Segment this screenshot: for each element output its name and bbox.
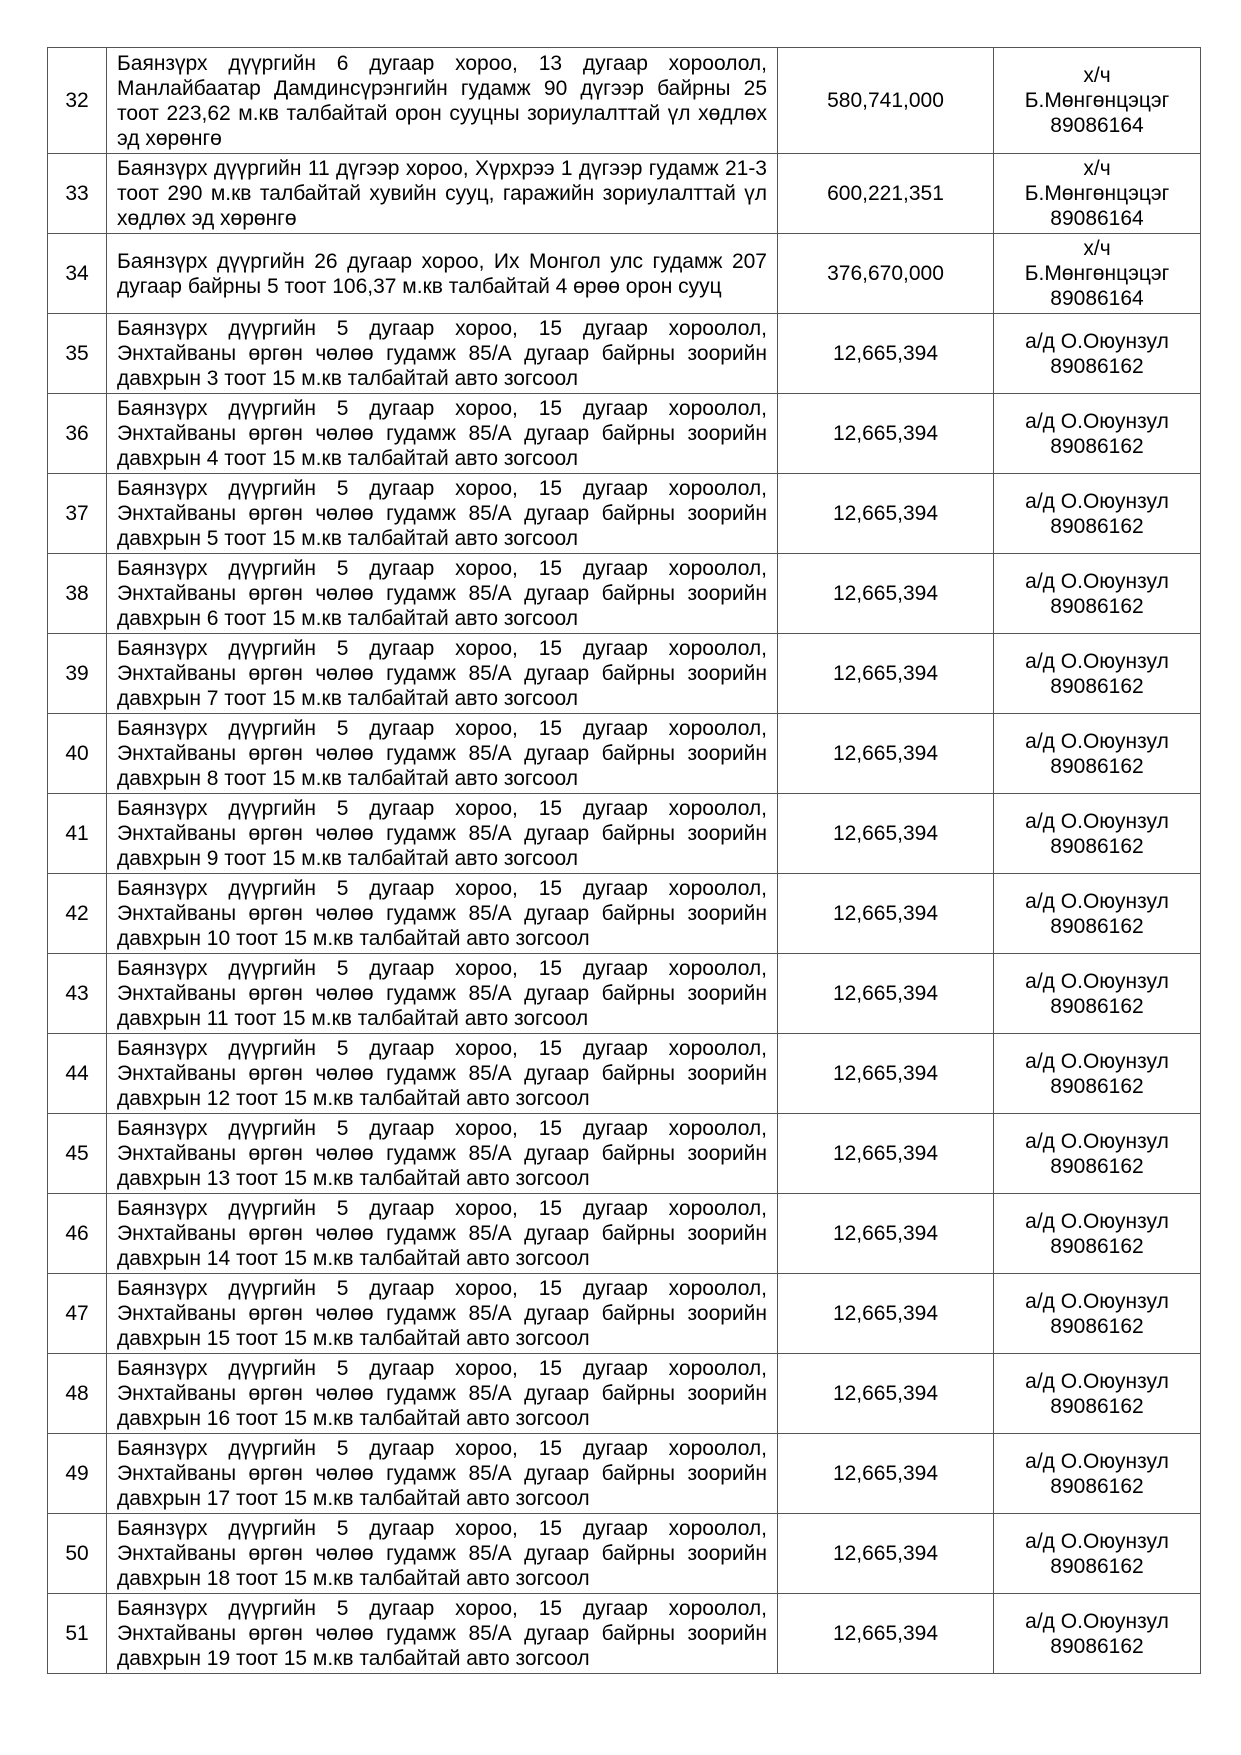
- contact-role: а/д: [1025, 569, 1055, 593]
- row-number: 42: [48, 874, 107, 954]
- property-description: Баянзүрх дүүргийн 5 дугаар хороо, 15 дугаар хороолол, Энхтайваны өргөн чөлөө гудамж 85/А дугаар байрны зоорийн давхрын 8 тоот 15 м.кв талбайтай авто зогсоол: [107, 714, 778, 794]
- property-description: Баянзүрх дүүргийн 5 дугаар хороо, 15 дугаар хороолол, Энхтайваны өргөн чөлөө гудамж 85/А дугаар байрны зоорийн давхрын 18 тоот 15 м.кв талбайтай авто зогсоол: [107, 1514, 778, 1594]
- row-number: 48: [48, 1354, 107, 1434]
- property-price: 12,665,394: [778, 554, 994, 634]
- contact-role: а/д: [1025, 329, 1055, 353]
- contact-name: О.Оюунзул: [1060, 489, 1169, 513]
- table-row: [48, 314, 1201, 394]
- table-row: [48, 634, 1201, 714]
- property-price: 376,670,000: [778, 234, 994, 314]
- property-price: 12,665,394: [778, 1194, 994, 1274]
- table-row: [48, 794, 1201, 874]
- contact-phone: 89086162: [1050, 434, 1144, 458]
- property-description: Баянзүрх дүүргийн 5 дугаар хороо, 15 дугаар хороолол, Энхтайваны өргөн чөлөө гудамж 85/А дугаар байрны зоорийн давхрын 16 тоот 15 м.кв талбайтай авто зогсоол: [107, 1354, 778, 1434]
- contact-name: О.Оюунзул: [1060, 729, 1169, 753]
- property-description: Баянзүрх дүүргийн 5 дугаар хороо, 15 дугаар хороолол, Энхтайваны өргөн чөлөө гудамж 85/А дугаар байрны зоорийн давхрын 17 тоот 15 м.кв талбайтай авто зогсоол: [107, 1434, 778, 1514]
- contact-name: О.Оюунзул: [1060, 809, 1169, 833]
- contact-person: [994, 1449, 1200, 1474]
- contact-cell: [994, 1114, 1201, 1194]
- property-price: 12,665,394: [778, 394, 994, 474]
- table-row: [48, 874, 1201, 954]
- property-price: 12,665,394: [778, 1274, 994, 1354]
- property-price: 12,665,394: [778, 474, 994, 554]
- row-number: 32: [48, 48, 107, 154]
- contact-cell: [994, 234, 1201, 314]
- table-row: [48, 554, 1201, 634]
- table-row: [48, 234, 1201, 314]
- contact-role: а/д: [1025, 1369, 1055, 1393]
- contact-phone: 89086162: [1050, 1394, 1144, 1418]
- property-description: Баянзүрх дүүргийн 5 дугаар хороо, 15 дугаар хороолол, Энхтайваны өргөн чөлөө гудамж 85/А дугаар байрны зоорийн давхрын 12 тоот 15 м.кв талбайтай авто зогсоол: [107, 1034, 778, 1114]
- property-description: Баянзүрх дүүргийн 5 дугаар хороо, 15 дугаар хороолол, Энхтайваны өргөн чөлөө гудамж 85/А дугаар байрны зоорийн давхрын 6 тоот 15 м.кв талбайтай авто зогсоол: [107, 554, 778, 634]
- table-row: [48, 1594, 1201, 1674]
- contact-role: а/д: [1025, 409, 1055, 433]
- contact-name: О.Оюунзул: [1060, 1529, 1169, 1553]
- row-number: 46: [48, 1194, 107, 1274]
- contact-cell: [994, 634, 1201, 714]
- table-row: [48, 394, 1201, 474]
- property-description: Баянзүрх дүүргийн 5 дугаар хороо, 15 дугаар хороолол, Энхтайваны өргөн чөлөө гудамж 85/А дугаар байрны зоорийн давхрын 15 тоот 15 м.кв талбайтай авто зогсоол: [107, 1274, 778, 1354]
- property-price: 580,741,000: [778, 48, 994, 154]
- contact-phone: 89086164: [1050, 114, 1144, 137]
- contact-phone: 89086162: [1050, 1074, 1144, 1098]
- row-number: 50: [48, 1514, 107, 1594]
- contact-role: а/д: [1025, 1529, 1055, 1553]
- property-description: Баянзүрх дүүргийн 5 дугаар хороо, 15 дугаар хороолол, Энхтайваны өргөн чөлөө гудамж 85/А дугаар байрны зоорийн давхрын 5 тоот 15 м.кв талбайтай авто зогсоол: [107, 474, 778, 554]
- property-description: Баянзүрх дүүргийн 5 дугаар хороо, 15 дугаар хороолол, Энхтайваны өргөн чөлөө гудамж 85/А дугаар байрны зоорийн давхрын 14 тоот 15 м.кв талбайтай авто зогсоол: [107, 1194, 778, 1274]
- table-row: [48, 48, 1201, 154]
- contact-role: а/д: [1025, 1449, 1055, 1473]
- contact-name: О.Оюунзул: [1060, 1049, 1169, 1073]
- contact-role: а/д: [1025, 649, 1055, 673]
- property-price: 12,665,394: [778, 954, 994, 1034]
- contact-role: а/д: [1025, 1289, 1055, 1313]
- contact-phone: 89086162: [1050, 754, 1144, 778]
- contact-cell: [994, 1434, 1201, 1514]
- contact-name: О.Оюунзул: [1060, 409, 1169, 433]
- property-description: Баянзүрх дүүргийн 5 дугаар хороо, 15 дугаар хороолол, Энхтайваны өргөн чөлөө гудамж 85/А дугаар байрны зоорийн давхрын 3 тоот 15 м.кв талбайтай авто зогсоол: [107, 314, 778, 394]
- row-number: 39: [48, 634, 107, 714]
- contact-phone: 89086162: [1050, 1554, 1144, 1578]
- contact-role: х/ч: [1083, 157, 1111, 180]
- contact-name: О.Оюунзул: [1060, 569, 1169, 593]
- row-number: 44: [48, 1034, 107, 1114]
- row-number: 35: [48, 314, 107, 394]
- contact-cell: [994, 874, 1201, 954]
- contact-name: О.Оюунзул: [1060, 889, 1169, 913]
- property-description: Баянзүрх дүүргийн 11 дүгээр хороо, Хүрхрээ 1 дүгээр гудамж 21-3 тоот 290 м.кв талбайтай хувийн сууц, гаражийн зориулалттай үл хөдлөх эд хөрөнгө: [107, 154, 778, 234]
- contact-name: О.Оюунзул: [1060, 1289, 1169, 1313]
- contact-role: а/д: [1025, 1209, 1055, 1233]
- row-number: 40: [48, 714, 107, 794]
- row-number: 43: [48, 954, 107, 1034]
- table-row: [48, 714, 1201, 794]
- contact-name: О.Оюунзул: [1060, 1129, 1169, 1153]
- table-row: [48, 954, 1201, 1034]
- contact-cell: [994, 954, 1201, 1034]
- property-price: 12,665,394: [778, 874, 994, 954]
- contact-phone: 89086162: [1050, 1474, 1144, 1498]
- contact-cell: [994, 1354, 1201, 1434]
- contact-phone: 89086162: [1050, 354, 1144, 378]
- table-row: [48, 1194, 1201, 1274]
- contact-person: [994, 969, 1200, 994]
- property-description: Баянзүрх дүүргийн 26 дугаар хороо, Их Монгол улс гудамж 207 дугаар байрны 5 тоот 106,37 м.кв талбайтай 4 өрөө орон сууц: [107, 234, 778, 314]
- contact-role: а/д: [1025, 729, 1055, 753]
- contact-person: [994, 729, 1200, 754]
- contact-person: [994, 329, 1200, 354]
- contact-phone: 89086162: [1050, 514, 1144, 538]
- contact-cell: [994, 474, 1201, 554]
- contact-cell: [994, 48, 1201, 154]
- row-number: 33: [48, 154, 107, 234]
- row-number: 41: [48, 794, 107, 874]
- contact-role: а/д: [1025, 1049, 1055, 1073]
- contact-name: О.Оюунзул: [1060, 1609, 1169, 1633]
- table-row: [48, 474, 1201, 554]
- contact-phone: 89086162: [1050, 1314, 1144, 1338]
- contact-phone: 89086162: [1050, 674, 1144, 698]
- property-description: Баянзүрх дүүргийн 5 дугаар хороо, 15 дугаар хороолол, Энхтайваны өргөн чөлөө гудамж 85/А дугаар байрны зоорийн давхрын 13 тоот 15 м.кв талбайтай авто зогсоол: [107, 1114, 778, 1194]
- contact-name: Б.Мөнгөнцэцэг: [1024, 89, 1170, 112]
- contact-name: Б.Мөнгөнцэцэг: [1024, 182, 1170, 205]
- row-number: 34: [48, 234, 107, 314]
- contact-person: [994, 409, 1200, 434]
- contact-person: [994, 809, 1200, 834]
- property-price: 12,665,394: [778, 1034, 994, 1114]
- contact-phone: 89086164: [1050, 207, 1144, 230]
- property-description: Баянзүрх дүүргийн 5 дугаар хороо, 15 дугаар хороолол, Энхтайваны өргөн чөлөө гудамж 85/А дугаар байрны зоорийн давхрын 10 тоот 15 м.кв талбайтай авто зогсоол: [107, 874, 778, 954]
- table-body: [48, 48, 1201, 1674]
- table-row: [48, 1434, 1201, 1514]
- property-price: 12,665,394: [778, 1514, 994, 1594]
- contact-name: О.Оюунзул: [1060, 649, 1169, 673]
- row-number: 47: [48, 1274, 107, 1354]
- row-number: 45: [48, 1114, 107, 1194]
- row-number: 36: [48, 394, 107, 474]
- contact-phone: 89086162: [1050, 914, 1144, 938]
- contact-person: [994, 1289, 1200, 1314]
- contact-role: а/д: [1025, 969, 1055, 993]
- contact-phone: 89086164: [1050, 287, 1144, 310]
- contact-cell: [994, 1034, 1201, 1114]
- contact-phone: 89086162: [1050, 1634, 1144, 1658]
- contact-person: [994, 1609, 1200, 1634]
- property-description: Баянзүрх дүүргийн 5 дугаар хороо, 15 дугаар хороолол, Энхтайваны өргөн чөлөө гудамж 85/А дугаар байрны зоорийн давхрын 19 тоот 15 м.кв талбайтай авто зогсоол: [107, 1594, 778, 1674]
- property-price: 12,665,394: [778, 714, 994, 794]
- contact-person: [994, 1049, 1200, 1074]
- contact-person: [994, 649, 1200, 674]
- contact-cell: [994, 1594, 1201, 1674]
- property-price: 12,665,394: [778, 1114, 994, 1194]
- table-row: [48, 1514, 1201, 1594]
- contact-cell: [994, 794, 1201, 874]
- contact-cell: [994, 554, 1201, 634]
- contact-cell: [994, 714, 1201, 794]
- property-description: Баянзүрх дүүргийн 5 дугаар хороо, 15 дугаар хороолол, Энхтайваны өргөн чөлөө гудамж 85/А дугаар байрны зоорийн давхрын 7 тоот 15 м.кв талбайтай авто зогсоол: [107, 634, 778, 714]
- contact-person: [994, 1369, 1200, 1394]
- contact-role: а/д: [1025, 1129, 1055, 1153]
- contact-cell: [994, 1274, 1201, 1354]
- table-row: [48, 1034, 1201, 1114]
- property-description: Баянзүрх дүүргийн 6 дугаар хороо, 13 дугаар хороолол, Манлайбаатар Дамдинсүрэнгийн гудамж 90 дүгээр байрны 25 тоот 223,62 м.кв талбайтай орон сууцны зориулалттай үл хөдлөх эд хөрөнгө: [107, 48, 778, 154]
- contact-phone: 89086162: [1050, 994, 1144, 1018]
- contact-name: О.Оюунзул: [1060, 1369, 1169, 1393]
- property-description: Баянзүрх дүүргийн 5 дугаар хороо, 15 дугаар хороолол, Энхтайваны өргөн чөлөө гудамж 85/А дугаар байрны зоорийн давхрын 9 тоот 15 м.кв талбайтай авто зогсоол: [107, 794, 778, 874]
- property-price: 12,665,394: [778, 634, 994, 714]
- contact-person: [994, 1209, 1200, 1234]
- contact-role: а/д: [1025, 489, 1055, 513]
- contact-role: х/ч: [1083, 237, 1111, 260]
- contact-name: О.Оюунзул: [1060, 969, 1169, 993]
- contact-person: [994, 1129, 1200, 1154]
- contact-cell: [994, 394, 1201, 474]
- contact-name: О.Оюунзул: [1060, 1449, 1169, 1473]
- property-price: 12,665,394: [778, 1594, 994, 1674]
- contact-cell: [994, 1514, 1201, 1594]
- contact-person: [994, 889, 1200, 914]
- contact-name: О.Оюунзул: [1060, 329, 1169, 353]
- contact-person: [994, 1529, 1200, 1554]
- property-price: 12,665,394: [778, 314, 994, 394]
- table-row: [48, 1354, 1201, 1434]
- table-row: [48, 154, 1201, 234]
- contact-phone: 89086162: [1050, 834, 1144, 858]
- table-row: [48, 1114, 1201, 1194]
- row-number: 38: [48, 554, 107, 634]
- asset-table: [47, 47, 1201, 1674]
- property-description: Баянзүрх дүүргийн 5 дугаар хороо, 15 дугаар хороолол, Энхтайваны өргөн чөлөө гудамж 85/А дугаар байрны зоорийн давхрын 4 тоот 15 м.кв талбайтай авто зогсоол: [107, 394, 778, 474]
- contact-name: Б.Мөнгөнцэцэг: [1024, 262, 1170, 285]
- contact-person: [994, 569, 1200, 594]
- property-description: Баянзүрх дүүргийн 5 дугаар хороо, 15 дугаар хороолол, Энхтайваны өргөн чөлөө гудамж 85/А дугаар байрны зоорийн давхрын 11 тоот 15 м.кв талбайтай авто зогсоол: [107, 954, 778, 1034]
- contact-phone: 89086162: [1050, 1154, 1144, 1178]
- contact-cell: [994, 1194, 1201, 1274]
- contact-role: а/д: [1025, 809, 1055, 833]
- table-row: [48, 1274, 1201, 1354]
- contact-cell: [994, 314, 1201, 394]
- property-price: 600,221,351: [778, 154, 994, 234]
- contact-phone: 89086162: [1050, 594, 1144, 618]
- property-price: 12,665,394: [778, 1434, 994, 1514]
- contact-name: О.Оюунзул: [1060, 1209, 1169, 1233]
- row-number: 37: [48, 474, 107, 554]
- property-price: 12,665,394: [778, 1354, 994, 1434]
- contact-phone: 89086162: [1050, 1234, 1144, 1258]
- contact-role: а/д: [1025, 1609, 1055, 1633]
- row-number: 49: [48, 1434, 107, 1514]
- contact-role: х/ч: [1083, 64, 1111, 87]
- row-number: 51: [48, 1594, 107, 1674]
- contact-role: а/д: [1025, 889, 1055, 913]
- contact-person: [994, 489, 1200, 514]
- contact-cell: [994, 154, 1201, 234]
- property-price: 12,665,394: [778, 794, 994, 874]
